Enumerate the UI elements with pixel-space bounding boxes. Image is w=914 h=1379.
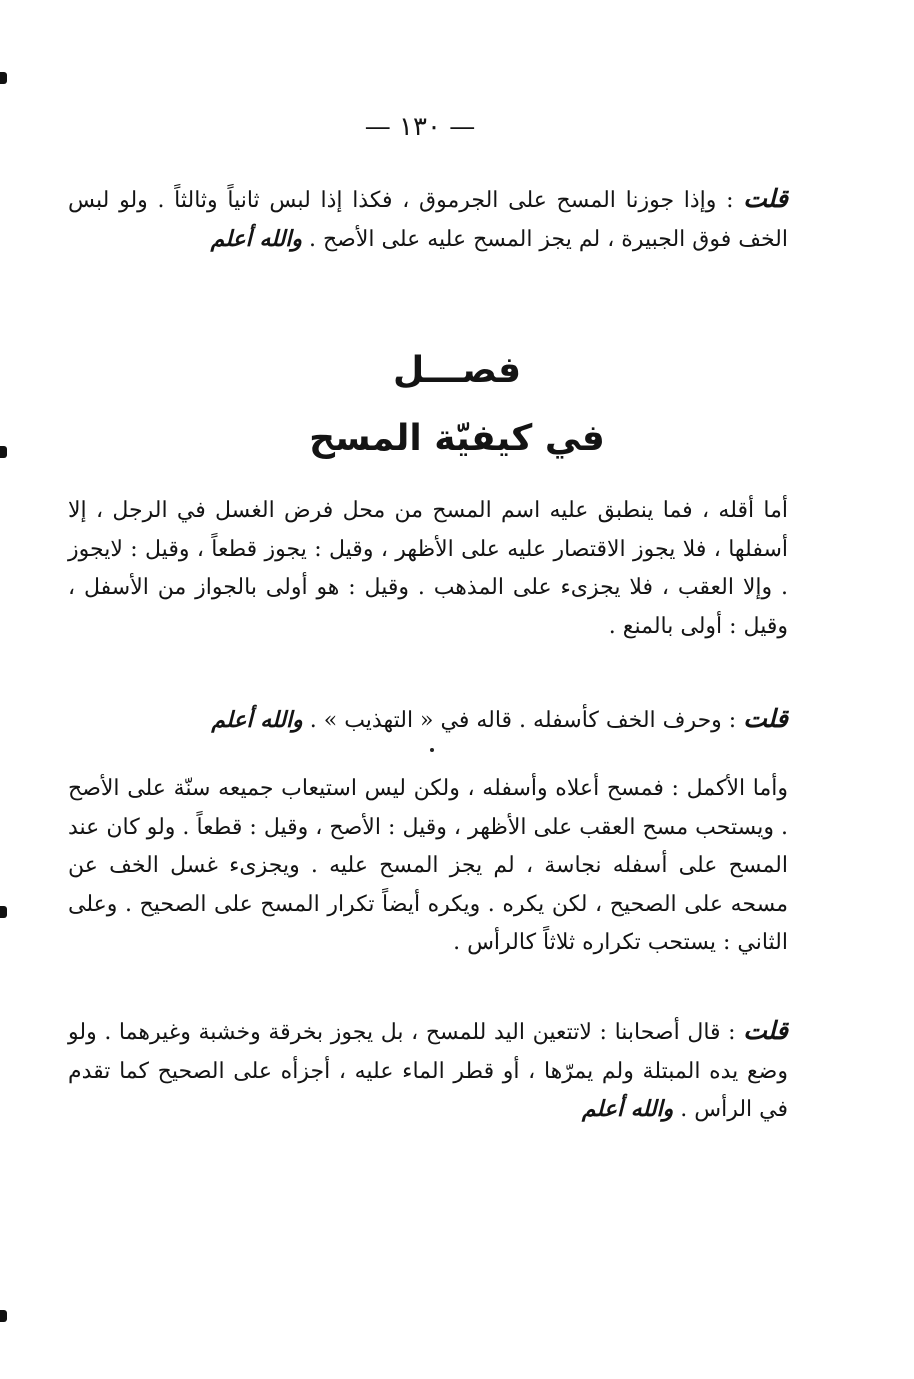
paragraph-text: أما أقله ، فما ينطبق عليه اسم المسح من محل فرض الغسل في الرجل ، إلا أسفلها ، فلا يجوز الاقتصار عليه على الأظهر ، وقيل : يجوز قطعاً ، وقيل : لايجوز . وإلا العقب ، فلا يجزىء على المذهب . وقيل : هو أولى بالجواز من الأسفل ، وقيل : أولى بالمنع . bbox=[68, 498, 788, 639]
paragraph-text: وأما الأكمل : فمسح أعلاه وأسفله ، ولكن ليس استيعاب جميعه سنّة على الأصح . ويستحب مسح العقب على الأظهر ، وقيل : الأصح ، وقيل : قطعاً . ولو كان عند المسح على أسفله نجاسة ، لم يجز المسح عليه . ويجزىء غسل الخف عن مسحه على الصحيح ، لكن يكره . ويكره أيضاً تكرار المسح على الصحيح . وعلى الثاني : يستحب تكراره ثلاثاً كالرأس . bbox=[68, 776, 788, 955]
scan-edge-mark bbox=[0, 1310, 7, 1322]
paragraph-text: : وإذا جوزنا المسح على الجرموق ، فكذا إذا لبس ثانياً وثالثاً . ولو لبس الخف فوق الجبيرة ، لم يجز المسح عليه على الأصح . bbox=[68, 188, 788, 252]
paragraph-5 bbox=[68, 1012, 788, 1130]
qult-lead: قلت bbox=[743, 184, 789, 213]
page-number: — ١٣٠ — bbox=[364, 112, 476, 142]
closing-phrase: والله أعلم bbox=[581, 1097, 674, 1122]
paragraph-4 bbox=[68, 770, 788, 963]
closing-phrase: والله أعلم bbox=[211, 708, 303, 733]
paragraph-1 bbox=[68, 180, 788, 259]
section-heading: فصـــل bbox=[392, 350, 522, 391]
paragraph-text: : وحرف الخف كأسفله . قاله في « التهذيب » . bbox=[309, 708, 737, 733]
paragraph-text: : قال أصحابنا : لاتتعين اليد للمسح ، بل يجوز بخرقة وخشبة وغيرهما . ولو وضع يده المبتلة ولم يمرّها ، أو قطر الماء عليه ، أجزأه على الصحيح كما تقدم في الرأس . bbox=[68, 1020, 788, 1122]
scan-edge-mark bbox=[0, 72, 7, 84]
section-subtitle: في كيفيّة المسح bbox=[309, 418, 605, 459]
qult-lead: قلت bbox=[743, 704, 788, 733]
paragraph-3 bbox=[68, 700, 788, 741]
closing-phrase: والله أعلم bbox=[210, 226, 302, 252]
scan-edge-mark bbox=[0, 906, 7, 918]
ink-dot bbox=[430, 748, 434, 752]
qult-lead: قلت bbox=[743, 1016, 788, 1045]
paragraph-2 bbox=[68, 492, 788, 646]
